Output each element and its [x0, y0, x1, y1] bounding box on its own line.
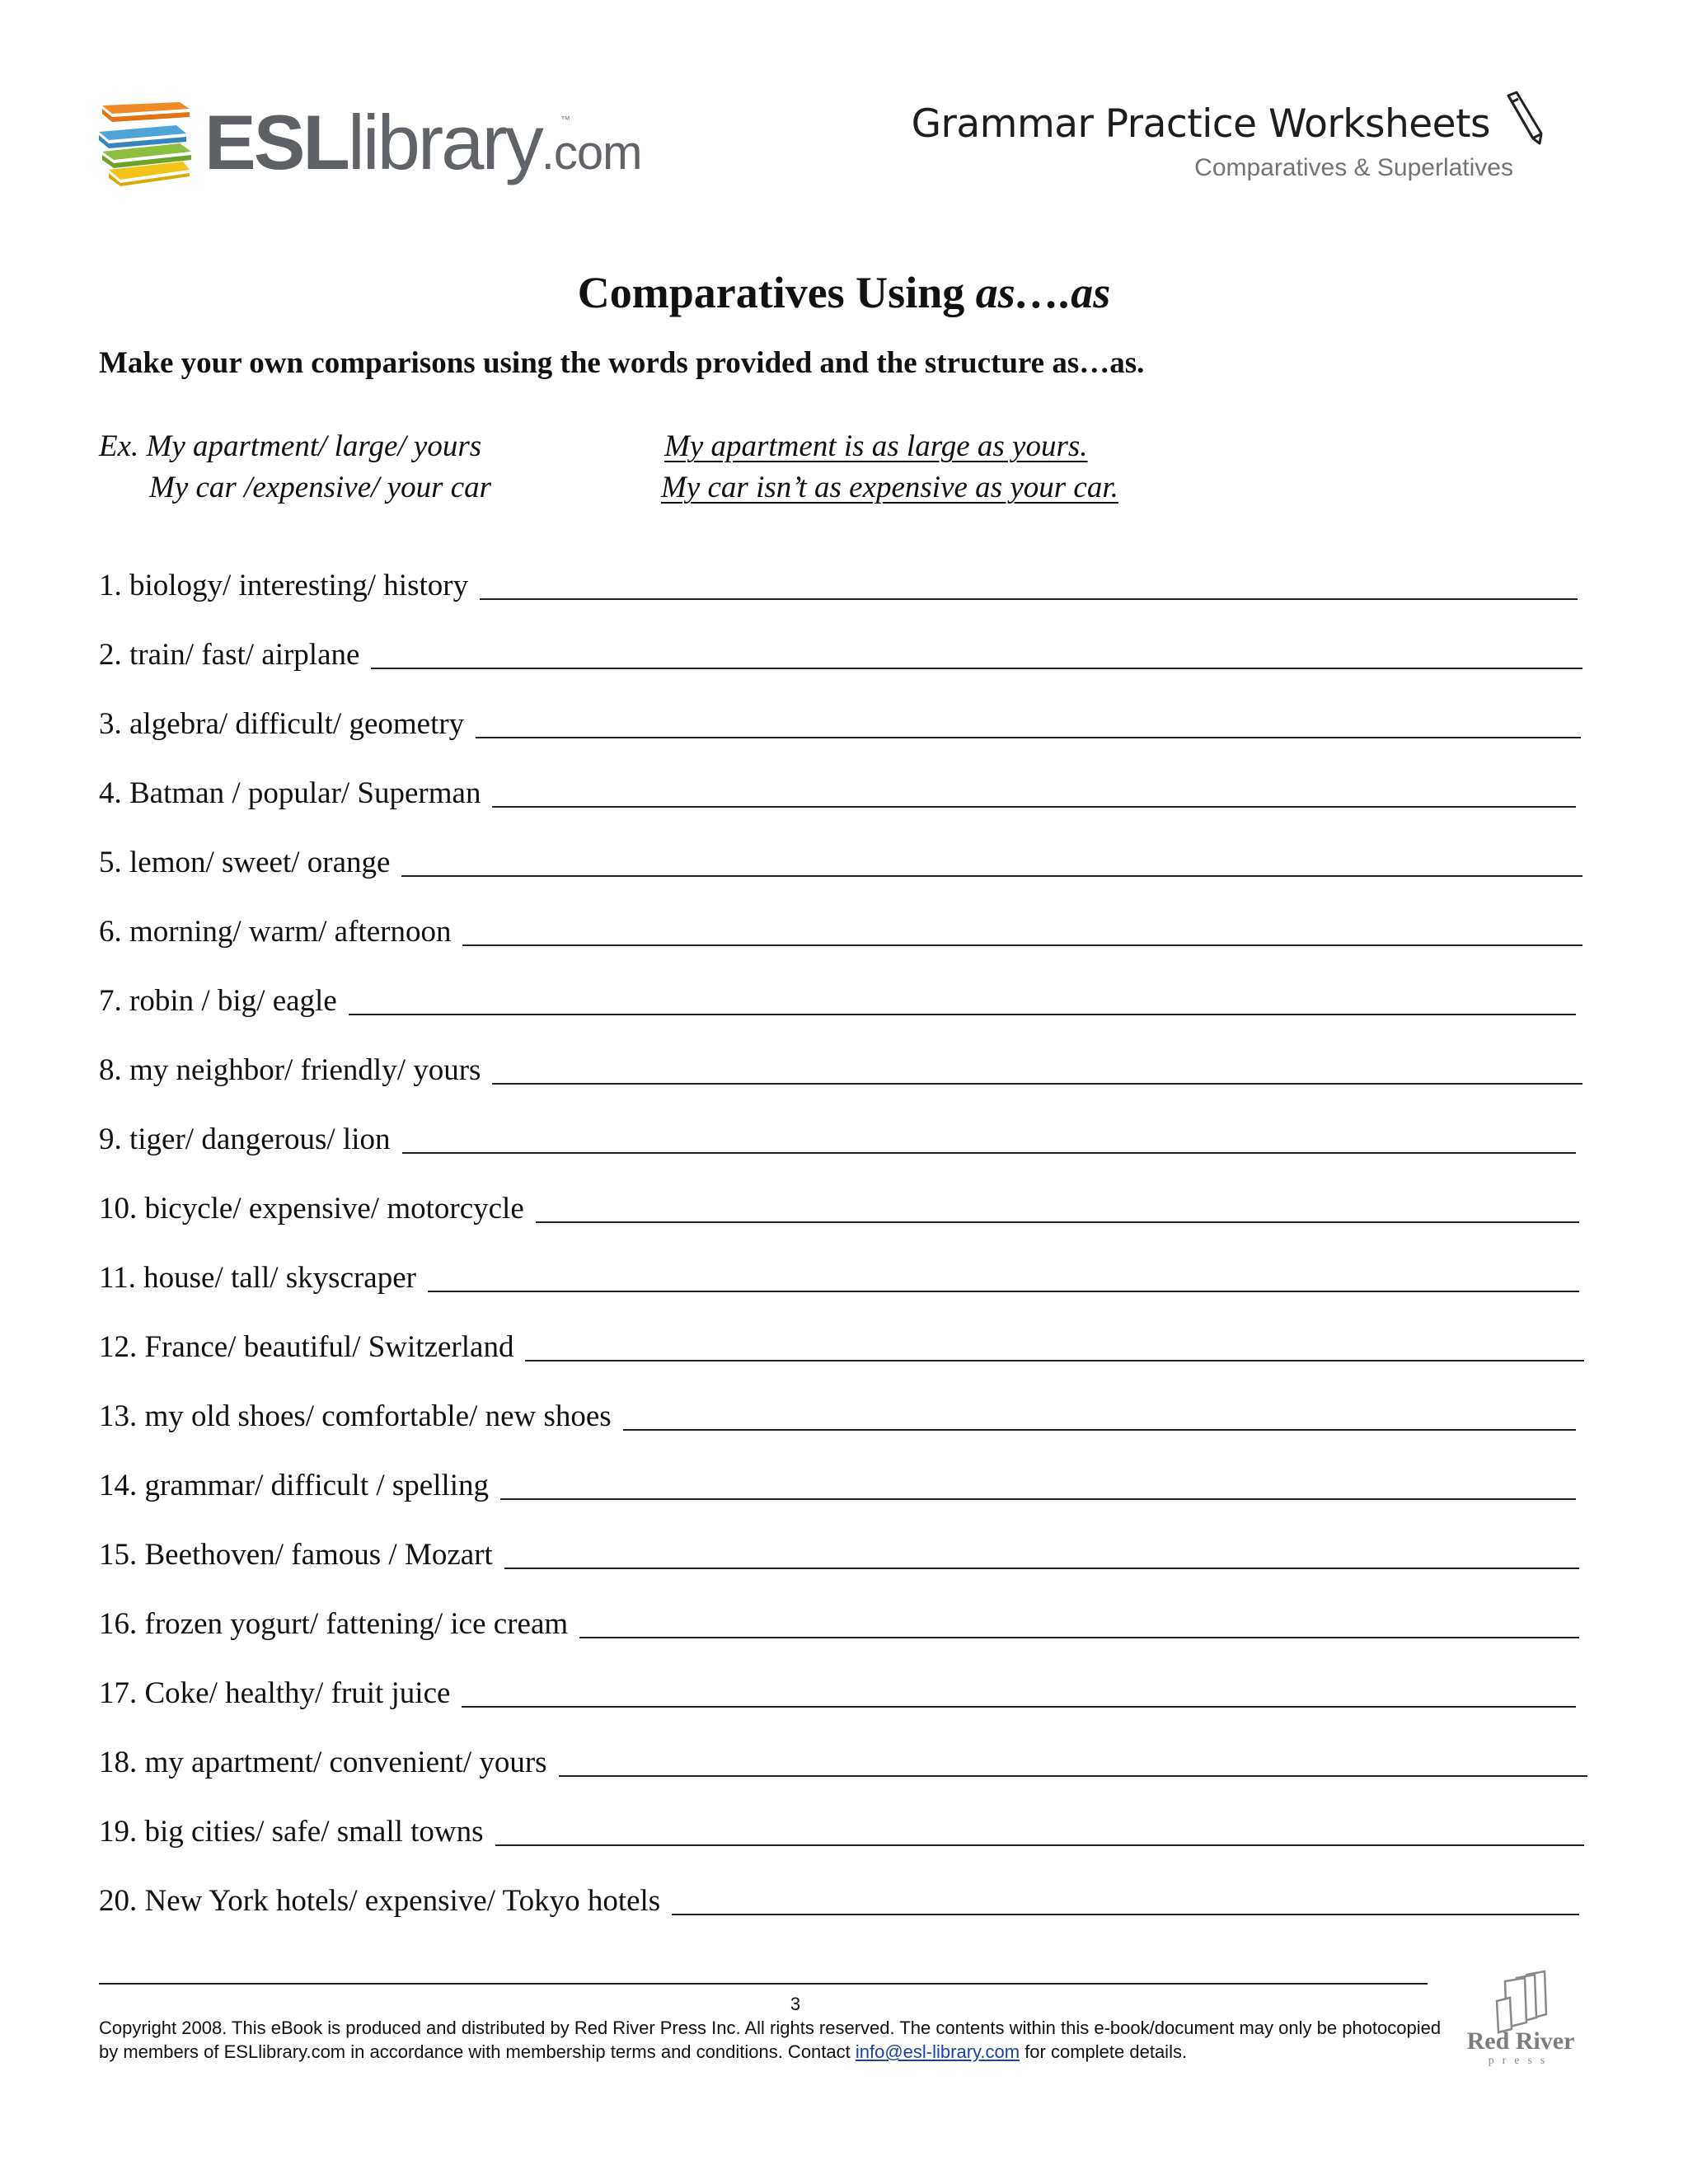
question-row	[99, 837, 1582, 883]
answer-line[interactable]	[536, 1221, 1579, 1223]
question-row	[99, 1807, 1584, 1853]
answer-line[interactable]	[492, 806, 1576, 808]
footer-divider	[99, 1983, 1428, 1985]
question-row	[99, 1183, 1579, 1230]
question-prompt: 2. train/ fast/ airplane	[99, 638, 360, 672]
question-prompt: 13. my old shoes/ comfortable/ new shoes	[99, 1399, 612, 1433]
logo-brand-suffix: .com	[541, 126, 642, 180]
question-prompt: 10. bicycle/ expensive/ motorcycle	[99, 1192, 524, 1226]
page-number: 3	[790, 1994, 801, 2014]
esl-library-logo	[97, 97, 642, 196]
example-prompt-2: My car /expensive/ your car	[149, 471, 492, 504]
publisher-sub: press	[1488, 2055, 1554, 2067]
answer-line[interactable]	[525, 1360, 1584, 1361]
question-row	[99, 1737, 1587, 1783]
question-row	[99, 560, 1578, 607]
question-row	[99, 907, 1582, 953]
logo-brand-light: library	[347, 99, 542, 185]
question-row	[99, 1668, 1576, 1714]
question-prompt: 5. lemon/ sweet/ orange	[99, 846, 391, 879]
publisher-name: Red River	[1466, 2027, 1575, 2055]
logo-wordmark	[204, 97, 641, 199]
question-prompt: 9. tiger/ dangerous/ lion	[99, 1122, 391, 1156]
answer-line[interactable]	[476, 737, 1581, 738]
answer-line[interactable]	[495, 1844, 1584, 1846]
title-italic: as….as	[975, 268, 1111, 317]
book-stack-icon	[97, 97, 195, 188]
worksheet-title	[0, 264, 1688, 321]
example-answer-2: My car isn’t as expensive as your car.	[661, 471, 1118, 504]
answer-line[interactable]	[504, 1568, 1579, 1569]
question-row	[99, 699, 1581, 745]
logo-brand-bold: ESL	[204, 99, 348, 185]
example-prompt-1: Ex. My apartment/ large/ yours	[99, 429, 482, 463]
question-prompt: 11. house/ tall/ skyscraper	[99, 1261, 416, 1295]
question-row	[99, 1876, 1579, 1922]
question-prompt: 8. my neighbor/ friendly/ yours	[99, 1053, 481, 1087]
pencil-icon	[1495, 91, 1546, 145]
question-prompt: 7. robin / big/ eagle	[99, 984, 337, 1018]
question-row	[99, 1045, 1582, 1091]
question-row	[99, 1322, 1584, 1368]
answer-line[interactable]	[579, 1637, 1579, 1638]
answer-line[interactable]	[492, 1083, 1582, 1085]
copyright-notice	[99, 2016, 1451, 2064]
answer-line[interactable]	[462, 944, 1582, 946]
question-prompt: 6. morning/ warm/ afternoon	[99, 915, 452, 949]
question-row	[99, 1599, 1579, 1645]
pages-icon	[1459, 1968, 1582, 2034]
question-prompt: 17. Coke/ healthy/ fruit juice	[99, 1676, 451, 1710]
series-subtitle: Comparatives & Superlatives	[1194, 154, 1513, 181]
answer-line[interactable]	[401, 875, 1582, 877]
question-row	[99, 1114, 1576, 1160]
question-prompt: 1. biology/ interesting/ history	[99, 569, 469, 602]
question-row	[99, 1530, 1579, 1576]
question-row	[99, 1460, 1576, 1507]
series-title: Grammar Practice Worksheets	[911, 101, 1490, 147]
copyright-text: Copyright 2008. This eBook is produced and distributed by Red River Press Inc. All rights reserved. The contents within this e-book/document may only be photocopied by members of ESLlibrary.com in accordance with membership terms and conditions. Contact	[99, 2018, 1442, 2062]
series-header	[887, 97, 1546, 188]
answer-line[interactable]	[672, 1914, 1579, 1915]
question-prompt: 4. Batman / popular/ Superman	[99, 776, 481, 810]
question-prompt: 16. frozen yogurt/ fattening/ ice cream	[99, 1607, 569, 1641]
logo-trademark: ™	[560, 114, 570, 125]
question-row	[99, 630, 1582, 676]
question-prompt: 3. algebra/ difficult/ geometry	[99, 707, 465, 741]
question-row	[99, 1391, 1576, 1437]
instructions: Make your own comparisons using the words provided and the structure as…as.	[99, 346, 1145, 380]
question-prompt: 12. France/ beautiful/ Switzerland	[99, 1330, 514, 1364]
answer-line[interactable]	[428, 1291, 1579, 1292]
answer-line[interactable]	[500, 1498, 1576, 1500]
question-row	[99, 1253, 1579, 1299]
answer-line[interactable]	[559, 1775, 1587, 1777]
question-row	[99, 768, 1576, 814]
answer-line[interactable]	[349, 1014, 1576, 1015]
answer-line[interactable]	[623, 1429, 1576, 1431]
question-prompt: 18. my apartment/ convenient/ yours	[99, 1746, 547, 1779]
title-plain: Comparatives Using	[577, 268, 976, 317]
red-river-press-logo	[1459, 1968, 1582, 2075]
answer-line[interactable]	[402, 1152, 1577, 1154]
question-prompt: 15. Beethoven/ famous / Mozart	[99, 1538, 493, 1572]
example-answer-1: My apartment is as large as yours.	[664, 429, 1088, 463]
question-prompt: 19. big cities/ safe/ small towns	[99, 1815, 484, 1849]
copyright-text-end: for complete details.	[1020, 2041, 1188, 2062]
answer-line[interactable]	[371, 668, 1582, 669]
answer-line[interactable]	[480, 598, 1578, 600]
contact-email-link[interactable]: info@esl-library.com	[855, 2041, 1020, 2062]
question-prompt: 20. New York hotels/ expensive/ Tokyo hotels	[99, 1884, 661, 1918]
answer-line[interactable]	[462, 1706, 1576, 1708]
question-row	[99, 976, 1576, 1022]
question-prompt: 14. grammar/ difficult / spelling	[99, 1469, 490, 1502]
